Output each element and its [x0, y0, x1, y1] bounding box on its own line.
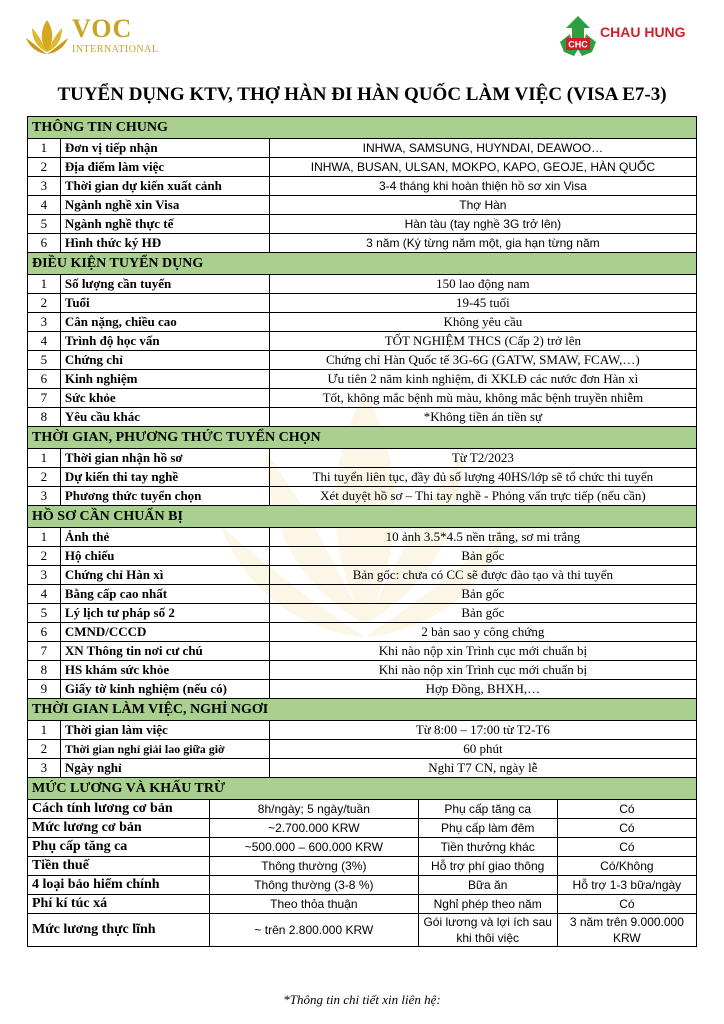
- row-number: 1: [28, 139, 61, 158]
- row-number: 6: [28, 234, 61, 253]
- benefit-value: Có: [557, 800, 696, 819]
- table-row: [28, 139, 697, 158]
- row-value: *Không tiền án tiền sự: [269, 408, 696, 427]
- row-value: 150 lao động nam: [269, 275, 696, 294]
- row-number: 5: [28, 351, 61, 370]
- table-row: [28, 468, 697, 487]
- chc-mark: CHC: [568, 39, 588, 50]
- table-row: [28, 604, 697, 623]
- row-number: 2: [28, 547, 61, 566]
- row-label: Tuổi: [60, 294, 269, 313]
- row-number: 2: [28, 158, 61, 177]
- row-value: 60 phút: [269, 740, 696, 759]
- row-number: 6: [28, 623, 61, 642]
- table-row: [28, 370, 697, 389]
- table-row: [28, 351, 697, 370]
- row-label: Thời gian dự kiến xuất cảnh: [60, 177, 269, 196]
- table-row: [28, 759, 697, 778]
- row-number: 2: [28, 294, 61, 313]
- row-number: 8: [28, 661, 61, 680]
- row-label: Yêu cầu khác: [60, 408, 269, 427]
- contact-footer: *Thông tin chi tiết xin liên hệ:: [283, 992, 441, 1007]
- table-row: [28, 313, 697, 332]
- row-value: Hàn tàu (tay nghề 3G trở lên): [269, 215, 696, 234]
- row-value: Tốt, không mắc bệnh mù màu, không mắc bệnh truyền nhiễm: [269, 389, 696, 408]
- benefit-value: Có: [557, 838, 696, 857]
- section-title: THỜI GIAN LÀM VIỆC, NGHỈ NGƠI: [28, 699, 697, 721]
- row-value: Từ 8:00 – 17:00 từ T2-T6: [269, 721, 696, 740]
- row-label: Ngành nghề xin Visa: [60, 196, 269, 215]
- row-value: Ưu tiên 2 năm kinh nghiệm, đi XKLĐ các nước đơn Hàn xì: [269, 370, 696, 389]
- salary-row: [28, 800, 697, 819]
- section-title: HỒ SƠ CẦN CHUẨN BỊ: [28, 506, 697, 528]
- section-header: [28, 778, 697, 800]
- row-label: Bằng cấp cao nhất: [60, 585, 269, 604]
- table-row: [28, 547, 697, 566]
- row-label: Sức khỏe: [60, 389, 269, 408]
- table-row: [28, 234, 697, 253]
- salary-value: 8h/ngày; 5 ngày/tuần: [210, 800, 419, 819]
- benefit-value: Hỗ trợ 1-3 bữa/ngày: [557, 876, 696, 895]
- row-number: 3: [28, 487, 61, 506]
- section-header: [28, 253, 697, 275]
- row-value: Nghỉ T7 CN, ngày lễ: [269, 759, 696, 778]
- row-number: 6: [28, 370, 61, 389]
- salary-value: Thông thường (3-8 %): [210, 876, 419, 895]
- benefit-label: Gói lương và lợi ích sau khi thôi việc: [418, 914, 557, 947]
- row-label: Cân nặng, chiều cao: [60, 313, 269, 332]
- row-value: 10 ảnh 3.5*4.5 nền trắng, sơ mi trắng: [269, 528, 696, 547]
- salary-value: Thông thường (3%): [210, 857, 419, 876]
- row-value: Không yêu cầu: [269, 313, 696, 332]
- row-value: Chứng chỉ Hàn Quốc tế 3G-6G (GATW, SMAW, FCAW,…): [269, 351, 696, 370]
- row-number: 4: [28, 332, 61, 351]
- row-value: 3 năm (Ký từng năm một, gia hạn từng năm: [269, 234, 696, 253]
- row-value: Bản gốc: [269, 604, 696, 623]
- salary-label: Phụ cấp tăng ca: [28, 838, 210, 857]
- row-label: Ngành nghề thực tế: [60, 215, 269, 234]
- row-label: Thời gian nghỉ giải lao giữa giờ: [60, 740, 269, 759]
- row-label: Đơn vị tiếp nhận: [60, 139, 269, 158]
- row-label: Địa điểm làm việc: [60, 158, 269, 177]
- recycle-icon: [556, 12, 600, 62]
- section-header: [28, 427, 697, 449]
- salary-value: ~500.000 – 600.000 KRW: [210, 838, 419, 857]
- table-row: [28, 408, 697, 427]
- row-number: 3: [28, 177, 61, 196]
- row-value: Xét duyệt hồ sơ – Thi tay nghề - Phỏng vấn trực tiếp (nếu cần): [269, 487, 696, 506]
- row-label: Thời gian nhận hồ sơ: [60, 449, 269, 468]
- row-label: XN Thông tin nơi cư chú: [60, 642, 269, 661]
- voc-subtitle: INTERNATIONAL: [72, 44, 159, 55]
- table-row: [28, 177, 697, 196]
- salary-label: Phí kí túc xá: [28, 895, 210, 914]
- row-label: Hình thức ký HĐ: [60, 234, 269, 253]
- table-row: [28, 158, 697, 177]
- salary-label: Mức lương thực lĩnh: [28, 914, 210, 947]
- table-row: [28, 528, 697, 547]
- row-label: HS khám sức khỏe: [60, 661, 269, 680]
- row-value: Thi tuyển liên tục, đầy đủ số lượng 40HS/lớp sẽ tổ chức thi tuyển: [269, 468, 696, 487]
- table-row: [28, 389, 697, 408]
- benefit-value: Có/Không: [557, 857, 696, 876]
- row-label: Dự kiến thi tay nghề: [60, 468, 269, 487]
- row-label: Giấy tờ kinh nghiệm (nếu có): [60, 680, 269, 699]
- benefit-label: Nghỉ phép theo năm: [418, 895, 557, 914]
- row-number: 8: [28, 408, 61, 427]
- page-title: TUYỂN DỤNG KTV, THỢ HÀN ĐI HÀN QUỐC LÀM VIỆC (VISA E7-3): [57, 84, 667, 105]
- row-number: 5: [28, 604, 61, 623]
- row-number: 3: [28, 313, 61, 332]
- lotus-icon: [22, 12, 72, 62]
- row-number: 7: [28, 642, 61, 661]
- row-number: 1: [28, 275, 61, 294]
- section-header: [28, 117, 697, 139]
- salary-row: [28, 895, 697, 914]
- table-row: [28, 294, 697, 313]
- benefit-label: Phụ cấp tăng ca: [418, 800, 557, 819]
- table-row: [28, 661, 697, 680]
- row-number: 1: [28, 721, 61, 740]
- benefit-value: Có: [557, 895, 696, 914]
- row-value: Hợp Đồng, BHXH,…: [269, 680, 696, 699]
- row-label: Chứng chỉ Hàn xì: [60, 566, 269, 585]
- table-row: [28, 332, 697, 351]
- row-label: Hộ chiếu: [60, 547, 269, 566]
- table-row: [28, 680, 697, 699]
- salary-row: [28, 838, 697, 857]
- salary-row: [28, 914, 697, 947]
- table-row: [28, 721, 697, 740]
- voc-name: VOC: [72, 14, 133, 43]
- row-number: 9: [28, 680, 61, 699]
- row-value: Bản gốc: chưa có CC sẽ được đào tạo và thi tuyển: [269, 566, 696, 585]
- salary-row: [28, 819, 697, 838]
- row-value: 2 bản sao y công chứng: [269, 623, 696, 642]
- row-label: Chứng chỉ: [60, 351, 269, 370]
- table-row: [28, 585, 697, 604]
- benefit-value: 3 năm trên 9.000.000 KRW: [557, 914, 696, 947]
- page-header: [0, 0, 724, 80]
- row-number: 4: [28, 585, 61, 604]
- benefit-label: Tiền thưởng khác: [418, 838, 557, 857]
- table-row: [28, 566, 697, 585]
- row-label: Ảnh thẻ: [60, 528, 269, 547]
- row-number: 3: [28, 759, 61, 778]
- row-value: INHWA, SAMSUNG, HUYNDAI, DEAWOO…: [269, 139, 696, 158]
- row-value: TỐT NGHIỆM THCS (Cấp 2) trở lên: [269, 332, 696, 351]
- salary-row: [28, 876, 697, 895]
- row-number: 4: [28, 196, 61, 215]
- salary-label: 4 loại bảo hiểm chính: [28, 876, 210, 895]
- benefit-label: Bữa ăn: [418, 876, 557, 895]
- salary-value: ~2.700.000 KRW: [210, 819, 419, 838]
- section-title: THỜI GIAN, PHƯƠNG THỨC TUYỂN CHỌN: [28, 427, 697, 449]
- row-label: Số lượng cần tuyển: [60, 275, 269, 294]
- row-value: Khi nào nộp xin Trình cục mới chuẩn bị: [269, 642, 696, 661]
- salary-value: ~ trên 2.800.000 KRW: [210, 914, 419, 947]
- table-row: [28, 740, 697, 759]
- row-number: 3: [28, 566, 61, 585]
- salary-label: Cách tính lương cơ bản: [28, 800, 210, 819]
- row-value: 19-45 tuổi: [269, 294, 696, 313]
- row-label: CMND/CCCD: [60, 623, 269, 642]
- row-number: 1: [28, 449, 61, 468]
- table-row: [28, 196, 697, 215]
- section-title: THÔNG TIN CHUNG: [28, 117, 697, 139]
- recruitment-table: [27, 116, 697, 947]
- salary-label: Tiền thuế: [28, 857, 210, 876]
- section-header: [28, 699, 697, 721]
- benefit-label: Phụ cấp làm đêm: [418, 819, 557, 838]
- row-value: INHWA, BUSAN, ULSAN, MOKPO, KAPO, GEOJE, HÀN QUỐC: [269, 158, 696, 177]
- row-label: Thời gian làm việc: [60, 721, 269, 740]
- chau-hung-logo: [556, 12, 716, 68]
- row-value: Khi nào nộp xin Trình cục mới chuẩn bị: [269, 661, 696, 680]
- row-number: 2: [28, 468, 61, 487]
- row-value: Thợ Hàn: [269, 196, 696, 215]
- row-label: Ngày nghỉ: [60, 759, 269, 778]
- row-value: 3-4 tháng khi hoàn thiện hồ sơ xin Visa: [269, 177, 696, 196]
- salary-row: [28, 857, 697, 876]
- section-title: ĐIỀU KIỆN TUYỂN DỤNG: [28, 253, 697, 275]
- row-label: Trình độ học vấn: [60, 332, 269, 351]
- row-value: Bản gốc: [269, 585, 696, 604]
- salary-value: Theo thỏa thuận: [210, 895, 419, 914]
- benefit-label: Hỗ trợ phí giao thông: [418, 857, 557, 876]
- row-value: Từ T2/2023: [269, 449, 696, 468]
- section-header: [28, 506, 697, 528]
- row-label: Phương thức tuyển chọn: [60, 487, 269, 506]
- row-label: Kinh nghiệm: [60, 370, 269, 389]
- table-row: [28, 642, 697, 661]
- benefit-value: Có: [557, 819, 696, 838]
- section-title: MỨC LƯƠNG VÀ KHẤU TRỪ: [28, 778, 697, 800]
- row-value: Bản gốc: [269, 547, 696, 566]
- salary-label: Mức lương cơ bản: [28, 819, 210, 838]
- table-row: [28, 275, 697, 294]
- row-number: 2: [28, 740, 61, 759]
- table-row: [28, 449, 697, 468]
- row-number: 1: [28, 528, 61, 547]
- table-row: [28, 623, 697, 642]
- row-label: Lý lịch tư pháp số 2: [60, 604, 269, 623]
- row-number: 7: [28, 389, 61, 408]
- table-row: [28, 215, 697, 234]
- row-number: 5: [28, 215, 61, 234]
- table-row: [28, 487, 697, 506]
- chau-hung-name: CHAU HUNG: [600, 24, 686, 40]
